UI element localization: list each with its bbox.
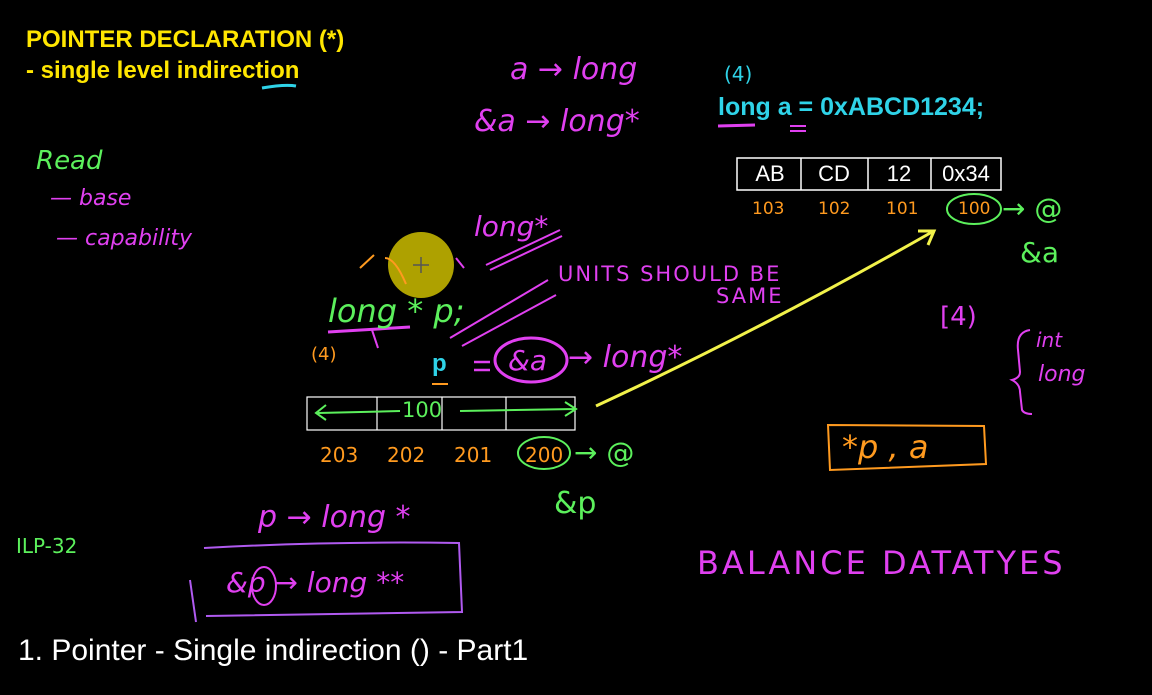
note-amp-a-in-ring: &a bbox=[508, 344, 547, 377]
addr-a-2: 101 bbox=[886, 199, 919, 219]
note-units: UNITS SHOULD BE bbox=[558, 262, 782, 286]
slide-title bbox=[26, 24, 344, 86]
note-base: — base bbox=[50, 186, 132, 211]
addr-p-3: 200 bbox=[525, 443, 564, 467]
video-caption: 1. Pointer - Single indirection () - Part1 bbox=[18, 634, 529, 667]
note-long: long bbox=[1038, 362, 1086, 387]
addr-a-1: 102 bbox=[818, 199, 851, 219]
note-amp-p: &p bbox=[554, 486, 597, 521]
mem-a-byte-1: CD bbox=[818, 161, 850, 186]
note-long-ptr: long* bbox=[474, 210, 549, 243]
note-bracket-4: [4) bbox=[940, 302, 977, 332]
note-amp-a-long-ptr: &a → long* bbox=[474, 104, 640, 139]
note-amp-p-long2: &p → long ** bbox=[226, 566, 405, 599]
note-size-4-top: (4) bbox=[724, 62, 753, 86]
addr-p-0: 203 bbox=[320, 443, 359, 467]
note-star-p-a: *p , a bbox=[842, 428, 929, 466]
note-amp-a-right: &a bbox=[1020, 236, 1059, 269]
note-read: Read bbox=[36, 146, 103, 176]
mem-a-byte-3: 0x34 bbox=[942, 161, 990, 186]
note-long-ptr-decl: long * p; bbox=[328, 292, 465, 330]
note-balance-datatypes: BALANCE DATATYES bbox=[697, 544, 1066, 582]
mem-a-byte-2: 12 bbox=[886, 161, 912, 186]
note-size-4-left: (4) bbox=[311, 344, 337, 365]
code-long-declaration: long a = 0xABCD1234; bbox=[718, 93, 985, 121]
note-a-long: a → long bbox=[510, 52, 638, 87]
addr-p-1: 202 bbox=[387, 443, 426, 467]
note-p-long-star: p → long * bbox=[258, 500, 411, 535]
p-cell-value: 100 bbox=[402, 398, 443, 422]
note-arrow-long-ptr: → long* bbox=[568, 340, 683, 375]
mem-a-byte-0: AB bbox=[755, 161, 785, 186]
note-same: SAME bbox=[716, 284, 784, 308]
note-at-a: → @ bbox=[1002, 192, 1063, 225]
title-line-2: - single level indirection bbox=[26, 57, 300, 84]
addr-a-3: 100 bbox=[958, 199, 991, 219]
title-line-1: POINTER DECLARATION (*) bbox=[26, 26, 345, 53]
note-capability: — capability bbox=[56, 226, 192, 251]
note-at-p: → @ bbox=[574, 436, 635, 469]
addr-a-0: 103 bbox=[752, 199, 785, 219]
code-p: p bbox=[432, 350, 447, 377]
note-int: int bbox=[1036, 328, 1063, 352]
note-ilp32: ILP-32 bbox=[16, 534, 78, 558]
addr-p-2: 201 bbox=[454, 443, 493, 467]
